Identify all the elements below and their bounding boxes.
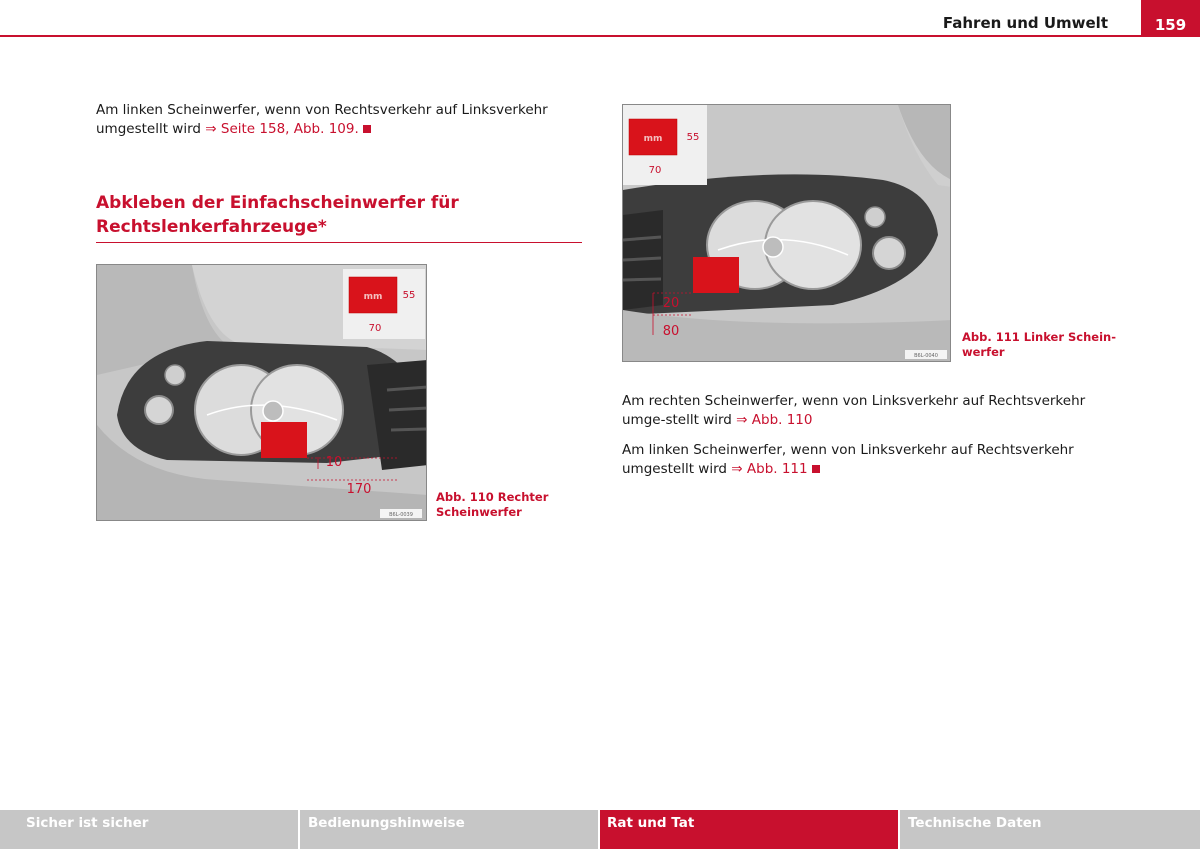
chapter-navigation	[0, 810, 1200, 849]
left-headlight-illustration	[623, 105, 951, 362]
header-rule	[0, 35, 1200, 37]
caption-line-2: werfer	[962, 345, 1005, 359]
page-number: 159	[1141, 0, 1200, 37]
paragraph-right-headlight	[622, 392, 1112, 430]
caption-line-1: Abb. 110 Rechter	[436, 490, 549, 504]
figure-110-caption	[436, 490, 596, 520]
intro-cross-reference-link[interactable]: Seite 158, Abb. 109.	[220, 121, 359, 137]
figure-111-caption	[962, 330, 1132, 360]
section-heading	[96, 191, 582, 243]
end-of-section-marker	[363, 125, 371, 133]
xref-arrow: ⇒	[736, 412, 748, 428]
section-title: Fahren und Umwelt	[942, 14, 1108, 32]
inset-height-dimension: 55	[402, 290, 416, 301]
dimension-b: 80	[662, 324, 680, 339]
figure-111-link[interactable]: Abb. 111	[746, 461, 808, 477]
nav-tab-sicher-ist-sicher[interactable]: Sicher ist sicher	[0, 810, 298, 849]
heading-line-1: Abkleben der Einfachscheinwerfer für	[96, 193, 459, 213]
nav-tab-rat-und-tat[interactable]: Rat und Tat	[600, 810, 898, 849]
heading-line-2: Rechtslenkerfahrzeuge*	[96, 217, 327, 237]
intro-paragraph	[96, 101, 586, 139]
inset-width-dimension: 70	[648, 165, 662, 176]
xref-arrow: ⇒	[205, 121, 217, 137]
figure-right-headlight	[96, 264, 427, 521]
dimension-a: 20	[662, 296, 680, 311]
dimension-b: 170	[346, 482, 372, 497]
figure-left-headlight	[622, 104, 951, 362]
end-of-section-marker	[812, 465, 820, 473]
paragraph-text: Am rechten Scheinwerfer, wenn von Linksverkehr auf Rechtsverkehr umge-stellt wird	[622, 393, 1086, 428]
intro-text: Am linken Scheinwerfer, wenn von Rechtsverkehr auf Linksverkehr umgestellt wird	[96, 102, 548, 137]
inset-width-dimension: 70	[368, 323, 382, 334]
inset-unit-label: mm	[643, 134, 663, 144]
paragraph-text: Am linken Scheinwerfer, wenn von Linksverkehr auf Rechtsverkehr umgestellt wird	[622, 442, 1074, 477]
right-headlight-illustration	[97, 265, 427, 521]
caption-line-1: Abb. 111 Linker Schein-	[962, 330, 1117, 344]
caption-line-2: Scheinwerfer	[436, 505, 522, 519]
paragraph-left-headlight	[622, 441, 1112, 479]
inset-unit-label: mm	[363, 292, 383, 302]
dimension-a: 10	[325, 455, 343, 470]
xref-arrow: ⇒	[731, 461, 743, 477]
inset-height-dimension: 55	[686, 132, 700, 143]
figure-110-link[interactable]: Abb. 110	[751, 412, 813, 428]
figure-code: B6L-0040	[914, 353, 938, 359]
nav-tab-technische-daten[interactable]: Technische Daten	[900, 810, 1200, 849]
figure-code: B6L-0039	[389, 512, 413, 518]
nav-tab-bedienungshinweise[interactable]: Bedienungshinweise	[300, 810, 598, 849]
